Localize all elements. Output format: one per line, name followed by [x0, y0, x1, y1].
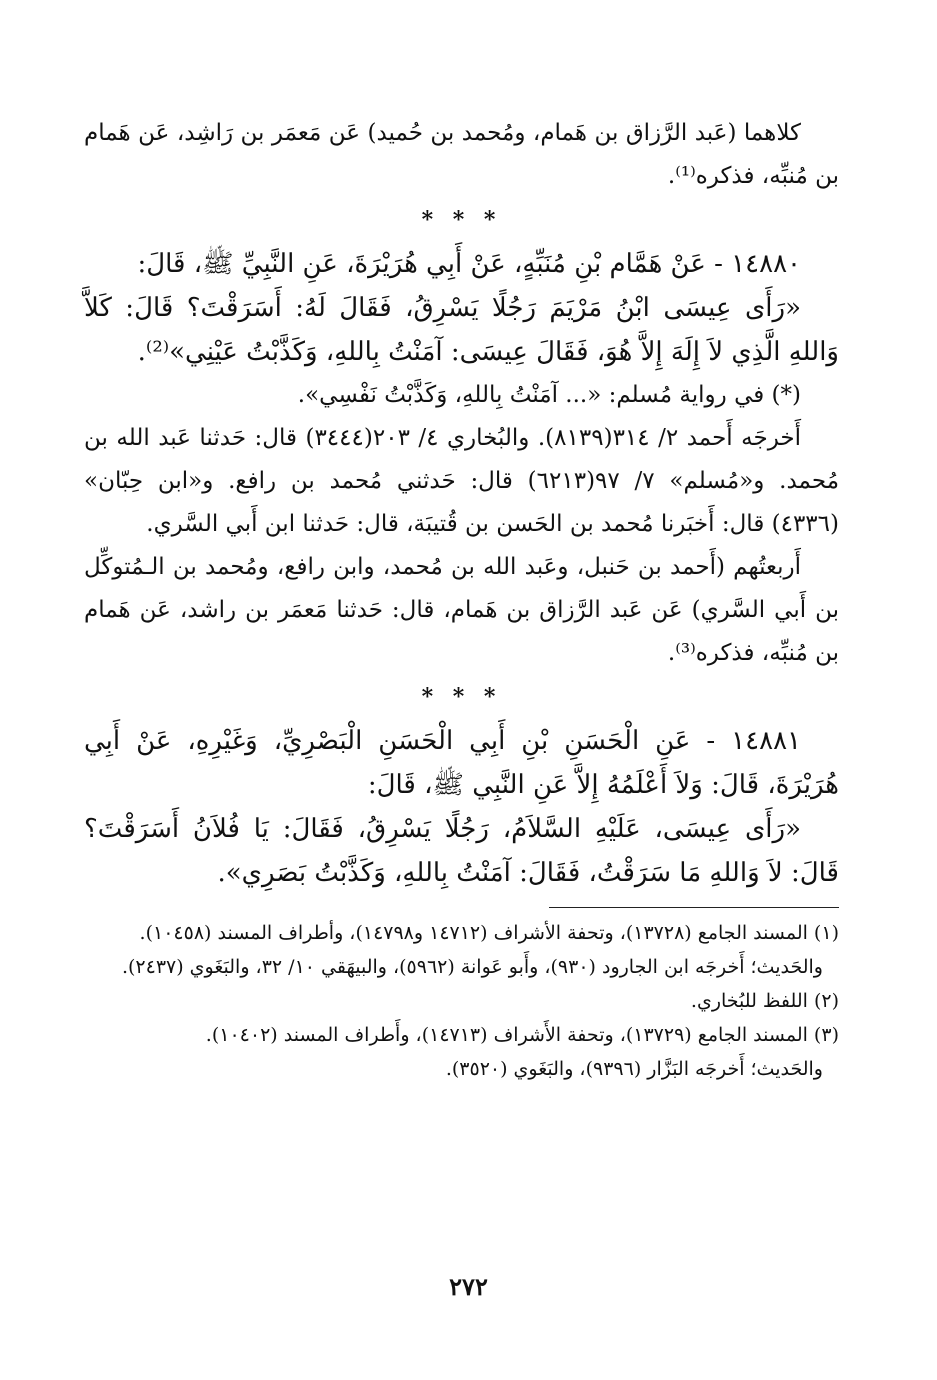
footnote-divider: [549, 907, 839, 908]
separator-stars: * * *: [421, 684, 502, 710]
hadith-1480-takhrij: أَخرجَه أَحمد ٢/ ٣١٤(٨١٣٩). والبُخاري ٤/ ٢٠٣(٣٤٤٤) قال: حَدثنا عَبد الله بن مُحمد. و«مُسلم» ٧/ ٩٧(٦٢١٣) قال: حَدثني مُحمد بن رافع. و«ابن حِبّان» (٤٣٣٦) قال: أَخبَرنا مُحمد بن الحَسن بن قُتيبَة، قال: حَدثنا ابن أَبي السَّري.: [84, 425, 840, 537]
hadith-1481-matn: «رَأَى عِيسَى، عَلَيْهِ السَّلاَمُ، رَجُلًا يَسْرِقُ، فَقَالَ: يَا فُلاَنُ أَسَرَقْتَ؟ قَالَ: لاَ وَاللهِ مَا سَرَقْتُ، فَقَالَ: آمَنْتُ بِاللهِ، وَكَذَّبْتُ بَصَرِي».: [84, 814, 839, 888]
hadith-1480-muslim-note: (*) في رواية مُسلم: «... آمَنْتُ بِاللهِ، وَكَذَّبْتُ نَفْسِي».: [297, 382, 801, 408]
separator-stars: * * *: [421, 207, 502, 233]
hadith-1481-heading: ١٤٨٨١ - عَنِ الْحَسَنِ بْنِ أَبِي الْحَسَنِ الْبَصْرِيِّ، وَغَيْرِهِ، عَنْ أَبِي هُرَيْرَةَ، قَالَ: وَلاَ أَعْلَمُهُ إِلاَّ عَنِ النَّبِي ﷺ، قَالَ:: [84, 726, 839, 800]
footnote-3: (٣) المسند الجامع (١٣٧٢٩)، وتحفة الأَشراف (١٤٧١٣)، وأَطراف المسند (١٠٤٠٢).: [205, 1024, 839, 1046]
footnote-2: (٢) اللفظ للبُخاري.: [690, 990, 839, 1012]
footnote-1: (١) المسند الجامع (١٣٧٢٨)، وتحفة الأشراف (١٤٧١٢ و١٤٧٩٨)، وأطراف المسند (١٠٤٥٨).: [139, 922, 839, 944]
footnote-3-continued: والحَديث؛ أَخرجَه البَزَّار (٩٣٩٦)، والبَغَوي (٣٥٢٠).: [445, 1058, 823, 1080]
hadith-1480-heading: ١٤٨٨٠ - عَنْ هَمَّام بْنِ مُنَبِّهٍ، عَنْ أَبِي هُرَيْرَةَ، عَنِ النَّبِيِّ ﷺ، قَالَ:: [137, 249, 801, 279]
intro-paragraph: كلاهما (عَبد الرَّزاق بن هَمام، ومُحمد بن حُميد) عَن مَعمَر بن رَاشِد، عَن هَمام بن مُنبِّه، فذكره⁽¹⁾.: [84, 120, 839, 189]
hadith-1480-matn: «رَأَى عِيسَى ابْنُ مَرْيَمَ رَجُلًا يَسْرِقُ، فَقَالَ لَهُ: أَسَرَقْتَ؟ قَالَ: كَلاَّ وَاللهِ الَّذِي لاَ إِلَهَ إِلاَّ هُوَ، فَقَالَ عِيسَى: آمَنْتُ بِاللهِ، وَكَذَّبْتُ عَيْنِي»⁽²⁾.: [84, 293, 839, 367]
footnote-1-continued: والحَديث؛ أَخرجَه ابن الجارود (٩٣٠)، وأَبو عَوانة (٥٩٦٢)، والبيهَقي ١٠/ ٣٢، والبَغَوي (٢٤٣٧).: [121, 956, 823, 978]
hadith-1480-isnad: أَربعتُهم (أَحمد بن حَنبل، وعَبد الله بن مُحمد، وابن رافع، ومُحمد بن الـمُتوكِّل بن أَبي السَّري) عَن عَبد الرَّزاق بن هَمام، قال: حَدثنا مَعمَر بن راشد، عَن هَمام بن مُنبِّه، فذكره⁽³⁾.: [84, 554, 839, 666]
page-body: [84, 112, 839, 1086]
page-number: ٢٧٢: [449, 1272, 488, 1301]
